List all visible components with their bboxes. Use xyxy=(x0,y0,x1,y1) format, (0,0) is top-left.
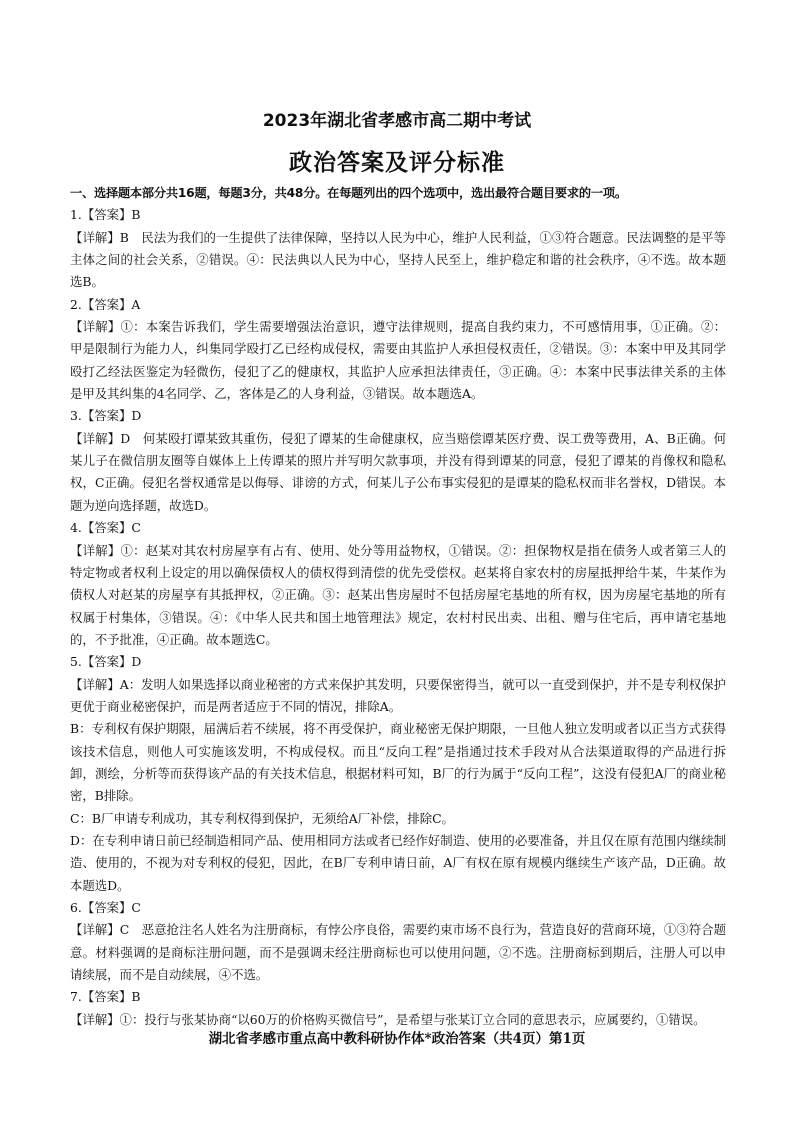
explanation-paragraph: 【详解】C 恶意抢注名人姓名为注册商标，有悖公序良俗，需要约束市场不良行为，营造良好的营商环境，①③符合题意。材料强调的是商标注册问题，而不是强调未经注册商标也可以使用问题，②不选。注册商标到期后，注册人可以申请续展，而不是自动续展，④不选。 xyxy=(70,922,726,983)
answer-content xyxy=(70,182,726,1031)
explanation-paragraph: 【详解】①：投行与张某协商“以60万的价格购买微信号”，是希望与张某订立合同的意思表示，应属要约，①错误。 xyxy=(70,1011,706,1027)
explanation-paragraph: 【详解】D 何某殴打谭某致其重伤，侵犯了谭某的生命健康权，应当赔偿谭某医疗费、误工费等费用，A、B正确。何某儿子在微信朋友圈等自媒体上上传谭某的照片并写明欠款事项，并没有得到谭某的同意，侵犯了谭某的肖像权和隐私权，C正确。侵犯名誉权通常是以侮辱、诽谤的方式，何某儿子公布事实侵犯的是谭某的隐私权而非名誉权，D错误。本题为逆向选择题，故选D。 xyxy=(70,430,726,513)
exam-title: 2023年湖北省孝感市高二期中考试 xyxy=(262,111,532,131)
explanation-paragraph: 【详解】①：本案告诉我们，学生需要增强法治意识，遵守法律规则，提高自我约束力，不可感情用事，①正确。②：甲是限制行为能力人，纠集同学殴打乙已经构成侵权，需要由其监护人承担侵权责任，②错误。③：本案中甲及其同学殴打乙经法医鉴定为轻微伤，侵犯了乙的健康权，其监护人应承担法律责任，③正确。④：本案中民事法律关系的主体是甲及其纠集的4名同学、乙，客体是乙的人身利益，③错误。故本题选A。 xyxy=(70,319,726,402)
explanation-paragraph: 【详解】B 民法为我们的一生提供了法律保障，坚持以人民为中心，维护人民利益，①③符合题意。民法调整的是平等主体之间的社会关系，②错误。④：民法典以人民为中心，坚持人民至上，维护稳定和谐的社会秩序，④不选。故本题选B。 xyxy=(70,229,726,290)
explanation-paragraph: C：B厂申请专利成功，其专利权得到保护，无须给A厂补偿，排除C。 xyxy=(70,810,454,826)
answer-line: 1.【答案】B xyxy=(70,207,141,223)
answer-line: 6.【答案】C xyxy=(70,900,141,915)
answer-line: 2.【答案】A xyxy=(70,296,141,312)
explanation-paragraph: 【详解】A：发明人如果选择以商业秘密的方式来保护其发明，只要保密得当，就可以一直受到保护，并不是专利权保护更优于商业秘密保护，而是两者适应于不同的情况，排除A。 xyxy=(70,676,726,714)
explanation-paragraph: D：在专利申请日前已经制造相同产品、使用相同方法或者已经作好制造、使用的必要准备，并且仅在原有范围内继续制造、使用的，不视为对专利权的侵犯，因此，在B厂专利申请日前，A厂有权在原有规模内继续生产该产品，D正确。故本题选D。 xyxy=(70,832,726,893)
answer-key-title: 政治答案及评分标准 xyxy=(289,150,505,176)
page-footer: 湖北省孝感市重点高中教科研协作体*政治答案（共4页）第1页 xyxy=(208,1031,586,1047)
answer-line: 7.【答案】B xyxy=(70,989,141,1005)
section-heading: 一、选择题本部分共16题，每题3分，共48分。在每题列出的四个选项中，选出最符合题目要求的一项。 xyxy=(70,186,627,200)
answer-line: 5.【答案】D xyxy=(70,654,142,670)
answer-line: 4.【答案】C xyxy=(70,520,141,536)
explanation-paragraph: 【详解】①：赵某对其农村房屋享有占有、使用、处分等用益物权，①错误。②：担保物权是指在债务人或者第三人的特定物或者权利上设定的用以确保债权人的债权得到清偿的优先受偿权。赵某将自家农村的房屋抵押给牛某，牛某作为债权人对赵某的房屋享有其抵押权，②正确。③：赵某出售房屋时不包括房屋宅基地的所有权，因为房屋宅基地的所有权属于村集体，③错误。④：《中华人民共和国土地管理法》规定，农村村民出卖、出租、赠与住宅后，再申请宅基地的，不予批准，④正确。故本题选C。 xyxy=(70,542,726,647)
explanation-paragraph: B：专利权有保护期限，届满后若不续展，将不再受保护，商业秘密无保护期限，一旦他人独立发明或者以正当方式获得该技术信息，则他人可实施该发明，不构成侵权。而且“反向工程”是指通过技术手段对从合法渠道取得的产品进行拆卸，测绘，分析等而获得该产品的有关技术信息，根据材料可知，B厂的行为属于“反向工程”，这没有侵犯A厂的商业秘密，B排除。 xyxy=(70,721,726,804)
answer-line: 3.【答案】D xyxy=(70,408,142,424)
